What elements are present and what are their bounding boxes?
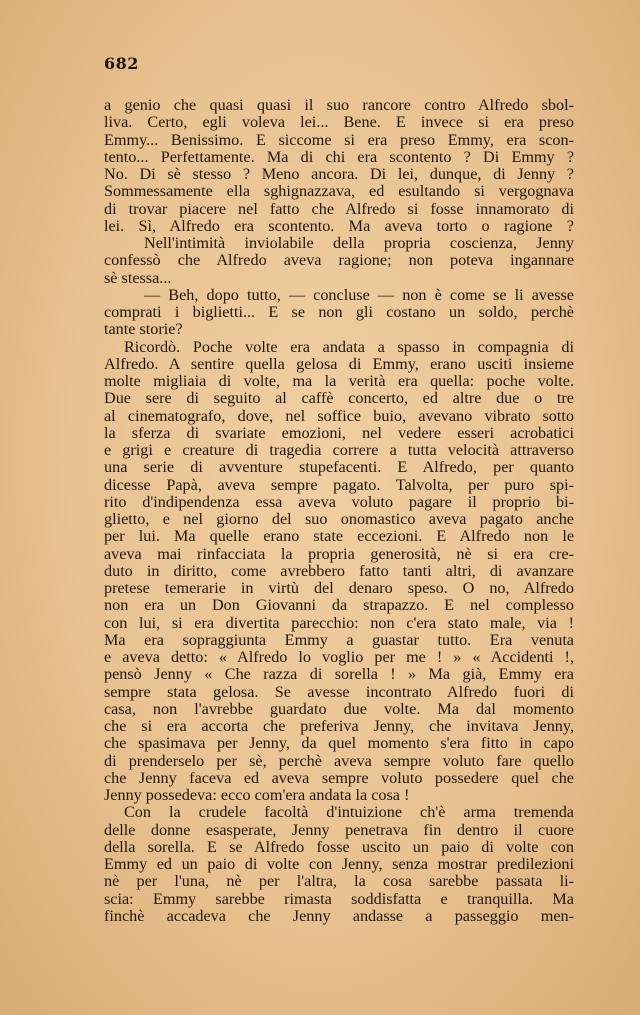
text-line: con lui, si era divertita parecchio: non c'era stato male, via !	[104, 613, 574, 632]
text-line: sempre stata gelosa. Se avesse incontrato Alfredo fuori di	[104, 682, 574, 701]
text-line: Ma era sopraggiunta Emmy a guastar tutto. Era venuta	[104, 630, 574, 649]
text-line: duto in diritto, come avrebbero fatto tanti altri, di avanzare	[104, 561, 574, 580]
text-line: Alfredo. A sentire quella gelosa di Emmy, erano usciti insieme	[104, 354, 574, 373]
text-line: della sorella. E se Alfredo fosse uscito un paio di volte con	[104, 837, 574, 856]
text-line: Emmy... Benissimo. E siccome si era preso Emmy, era scon-	[104, 130, 574, 149]
text-line: per lui. Ma quelle erano state eccezioni. E Alfredo non le	[104, 527, 574, 546]
text-line: rito d'indipendenza essa aveva voluto pagare il proprio bi-	[104, 492, 574, 511]
text-line: — Beh, dopo tutto, — concluse — non è come se li avesse	[144, 285, 574, 304]
text-line: delle donne esasperate, Jenny penetrava fin dentro il cuore	[104, 820, 574, 839]
text-line: Emmy ed un paio di volte con Jenny, senza mostrar predilezioni	[104, 855, 574, 873]
text-line: finchè accadeva che Jenny andasse a passeggio men-	[104, 906, 574, 925]
text-line: scia: Emmy sarebbe rimasta soddisfatta e tranquilla. Ma	[104, 889, 574, 908]
text-line: e aveva detto: « Alfredo lo voglio per me ! » « Accidenti !,	[104, 648, 574, 666]
text-line: Sommessamente ella sghignazzava, ed esultando si vergognava	[104, 182, 574, 201]
body-text	[104, 97, 574, 925]
text-line: tento... Perfettamente. Ma di chi era scontento ? Di Emmy ?	[104, 147, 574, 166]
text-line: Ricordò. Poche volte era andata a spasso in compagnia di	[124, 337, 574, 356]
text-line: che si era accorta che preferiva Jenny, che invitava Jenny,	[104, 717, 574, 735]
text-line: confessò che Alfredo aveva ragione; non poteva ingannare	[104, 251, 574, 270]
text-line: Jenny possedeva: ecco com'era andata la cosa !	[104, 786, 410, 804]
text-line: aveva mai rinfacciata la propria generosità, nè si era cre-	[104, 544, 574, 563]
text-line: pensò Jenny « Che razza di sorella ! » Ma già, Emmy era	[104, 665, 574, 684]
text-line: lei. Sì, Alfredo era scontento. Ma aveva torto o ragione ?	[104, 216, 574, 235]
text-line: a genio che quasi quasi il suo rancore contro Alfredo sbol-	[104, 96, 574, 114]
text-line: molte migliaia di volte, ma la verità era quella: poche volte.	[104, 372, 574, 390]
text-line: No. Di sè stesso ? Meno ancora. Di lei, dunque, di Jenny ?	[104, 165, 574, 183]
text-line: pretese temerarie in virtù del denaro speso. O no, Alfredo	[104, 579, 574, 597]
text-line: liva. Certo, egli voleva lei... Bene. E invece si era preso	[104, 113, 574, 132]
text-line: non era un Don Giovanni da strapazzo. E nel complesso	[104, 596, 574, 615]
text-line: casa, non l'avrebbe guardato due volte. Ma dal momento	[104, 699, 574, 718]
text-line: al cinematografo, dove, nel soffice buio, avevano vibrato sotto	[104, 406, 574, 425]
text-line: dicesse Papà, aveva sempre pagato. Talvolta, per puro spi-	[104, 475, 574, 494]
text-line: di trovar piacere nel fatto che Alfredo si fosse innamorato di	[104, 199, 574, 218]
text-line: tante storie?	[104, 320, 183, 339]
text-line: Con la crudele facoltà d'intuizione ch'è arma tremenda	[124, 803, 574, 822]
text-line: una serie di avventure stupefacenti. E Alfredo, per quanto	[104, 458, 574, 477]
text-line: glietto, e nel giorno del suo onomastico aveva pagato anche	[104, 510, 574, 528]
text-line: comprati i biglietti... E se non gli costano un soldo, perchè	[104, 303, 574, 321]
text-line: sè stessa...	[104, 268, 172, 287]
text-line: la sferza di svariate emozioni, nel vedere esseri acrobatici	[104, 423, 574, 442]
text-line: Due sere di seguito al caffè concerto, ed altre due o tre	[104, 389, 574, 408]
text-line: che Jenny faceva ed aveva sempre voluto possedere quel che	[104, 768, 574, 787]
text-line: e grigi e creature di tragedia correre a tutta velocità attraverso	[104, 441, 574, 459]
text-line: di prenderselo per sè, perchè aveva sempre voluto fare quello	[104, 751, 574, 770]
text-line: Nell'intimità inviolabile della propria coscienza, Jenny	[144, 234, 574, 252]
text-line: che spasimava per Jenny, da quel momento s'era fitto in capo	[104, 734, 574, 753]
page-number: 682	[104, 54, 139, 73]
text-line: nè per l'una, nè per l'altra, la cosa sarebbe passata li-	[104, 872, 574, 891]
